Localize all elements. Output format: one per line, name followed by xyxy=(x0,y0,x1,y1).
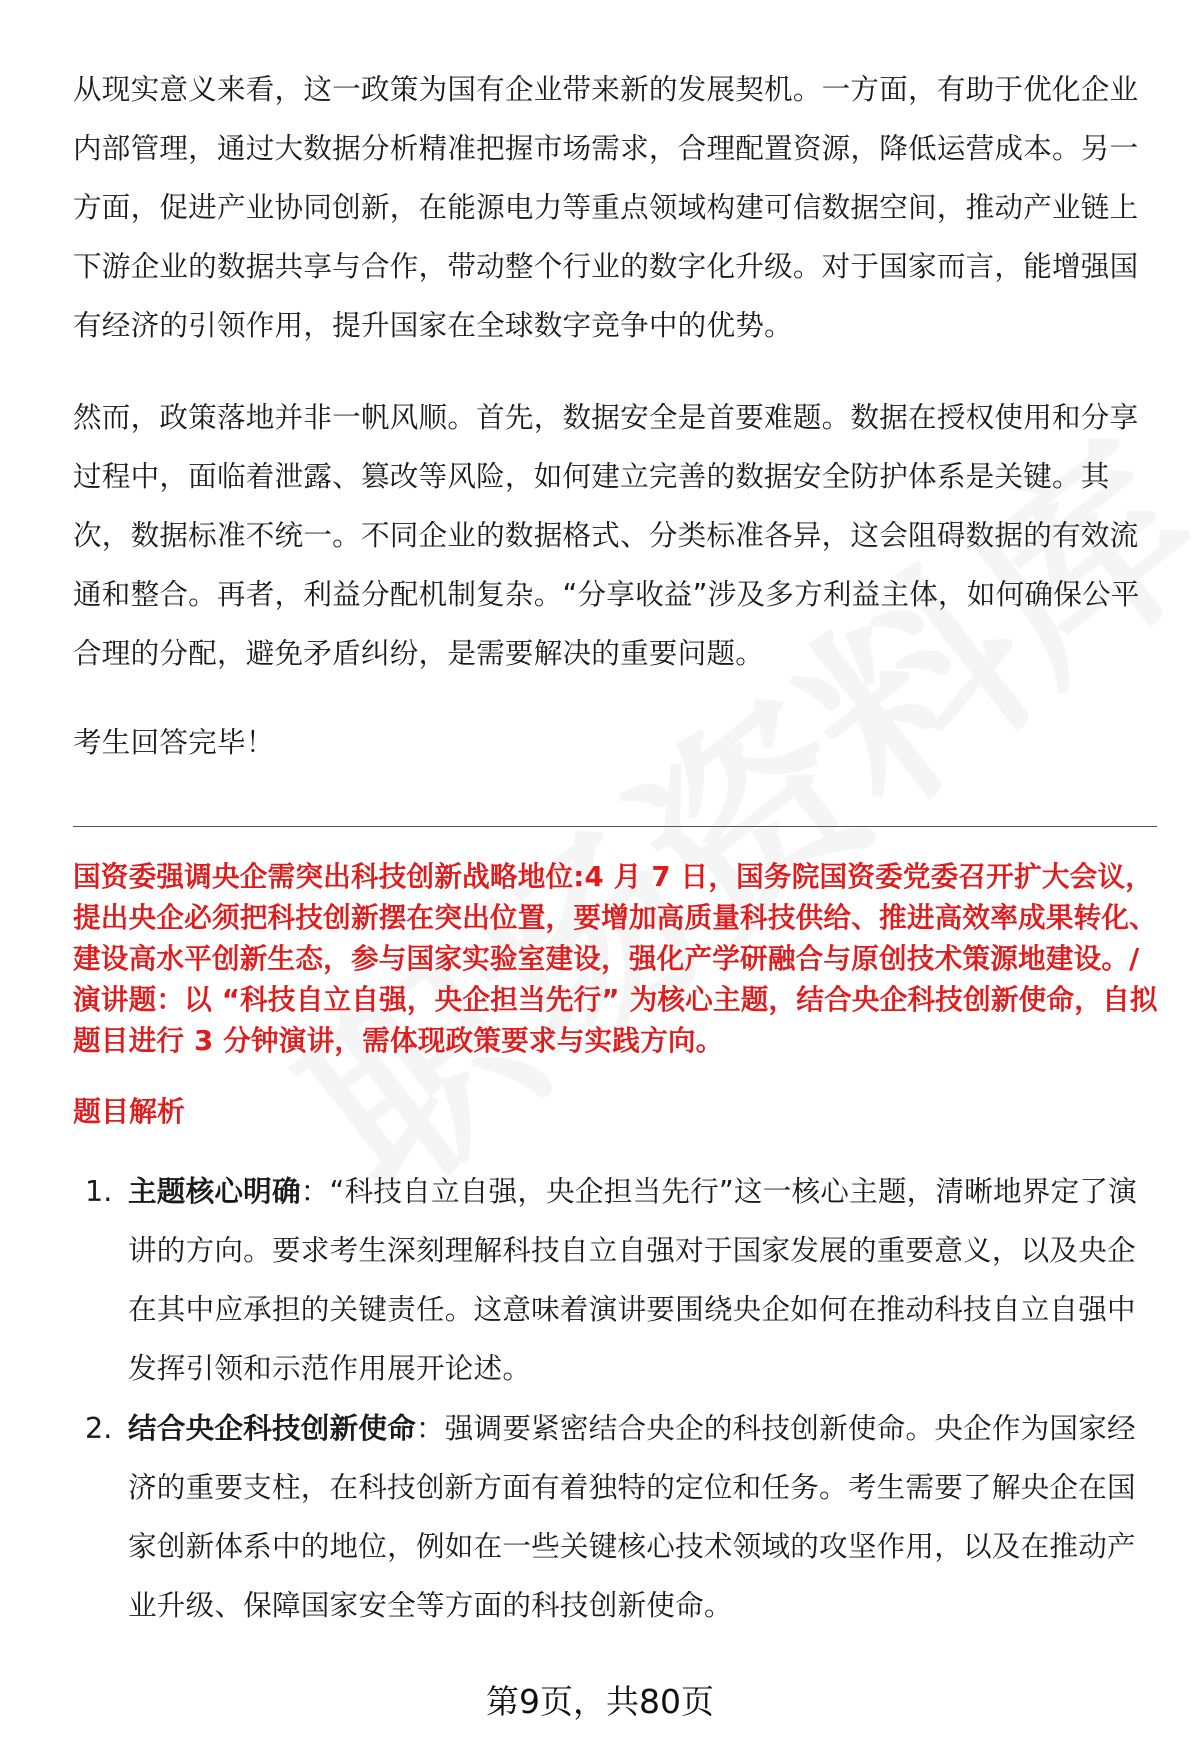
section-divider xyxy=(73,826,1157,827)
paragraph-challenges: 然而，政策落地并非一帆风顺。首先，数据安全是首要难题。数据在授权使用和分享过程中，面临着泄露、篡改等风险，如何建立完善的数据安全防护体系是关键。其次，数据标准不统一。不同企业的数据格式、分类标准各异，这会阻碍数据的有效流通和整合。再者，利益分配机制复杂。“分享收益”涉及多方利益主体，如何确保公平合理的分配，避免矛盾纠纷，是需要解决的重要问题。 xyxy=(73,400,1140,670)
list-item-title: 主题核心明确 xyxy=(128,1174,301,1208)
list-item-number: 2. xyxy=(85,1411,113,1445)
page-number-footer: 第9页，共80页 xyxy=(486,1682,714,1721)
speech-question: 国资委强调央企需突出科技创新战略地位:4 月 7 日，国务院国资委党委召开扩大会议，提出央企必须把科技创新摆在突出位置，要增加高质量科技供给、推进高效率成果转化、建设高水平创新生态，参与国家实验室建设，强化产学研融合与原创技术策源地建设。/演讲题：以 “科技自立自强，央企担当先行” 为核心主题，结合央企科技创新使命，自拟题目进行 3 分钟演讲，需体现政策要求与实践方向。 xyxy=(73,860,1158,1057)
list-item-number: 1. xyxy=(85,1174,113,1208)
paragraph-practical-significance: 从现实意义来看，这一政策为国有企业带来新的发展契机。一方面，有助于优化企业内部管理，通过大数据分析精准把握市场需求，合理配置资源，降低运营成本。另一方面，促进产业协同创新，在能源电力等重点领域构建可信数据空间，推动产业链上下游企业的数据共享与合作，带动整个行业的数字化升级。对于国家而言，能增强国有经济的引领作用，提升国家在全球数字竞争中的优势。 xyxy=(73,72,1139,342)
analysis-list-item xyxy=(73,1399,1158,1635)
list-item-title: 结合央企科技创新使命 xyxy=(128,1411,416,1445)
list-item-body: ：“科技自立自强，央企担当先行”这一核心主题，清晰地界定了演讲的方向。要求考生深刻理解科技自立自强对于国家发展的重要意义，以及央企在其中应承担的关键责任。这意味着演讲要围绕央企如何在推动科技自立自强中发挥引领和示范作用展开论述。 xyxy=(128,1174,1138,1385)
analysis-heading: 题目解析 xyxy=(73,1095,186,1128)
list-item-content xyxy=(128,1399,1158,1635)
list-item-body: ：强调要紧密结合央企的科技创新使命。央企作为国家经济的重要支柱，在科技创新方面有着独特的定位和任务。考生需要了解央企在国家创新体系中的地位，例如在一些关键核心技术领域的攻坚作用，以及在推动产业升级、保障国家安全等方面的科技创新使命。 xyxy=(128,1411,1136,1622)
paragraph-answer-end: 考生回答完毕！ xyxy=(73,725,275,759)
analysis-list-item xyxy=(73,1162,1158,1398)
list-item-content xyxy=(128,1162,1158,1398)
